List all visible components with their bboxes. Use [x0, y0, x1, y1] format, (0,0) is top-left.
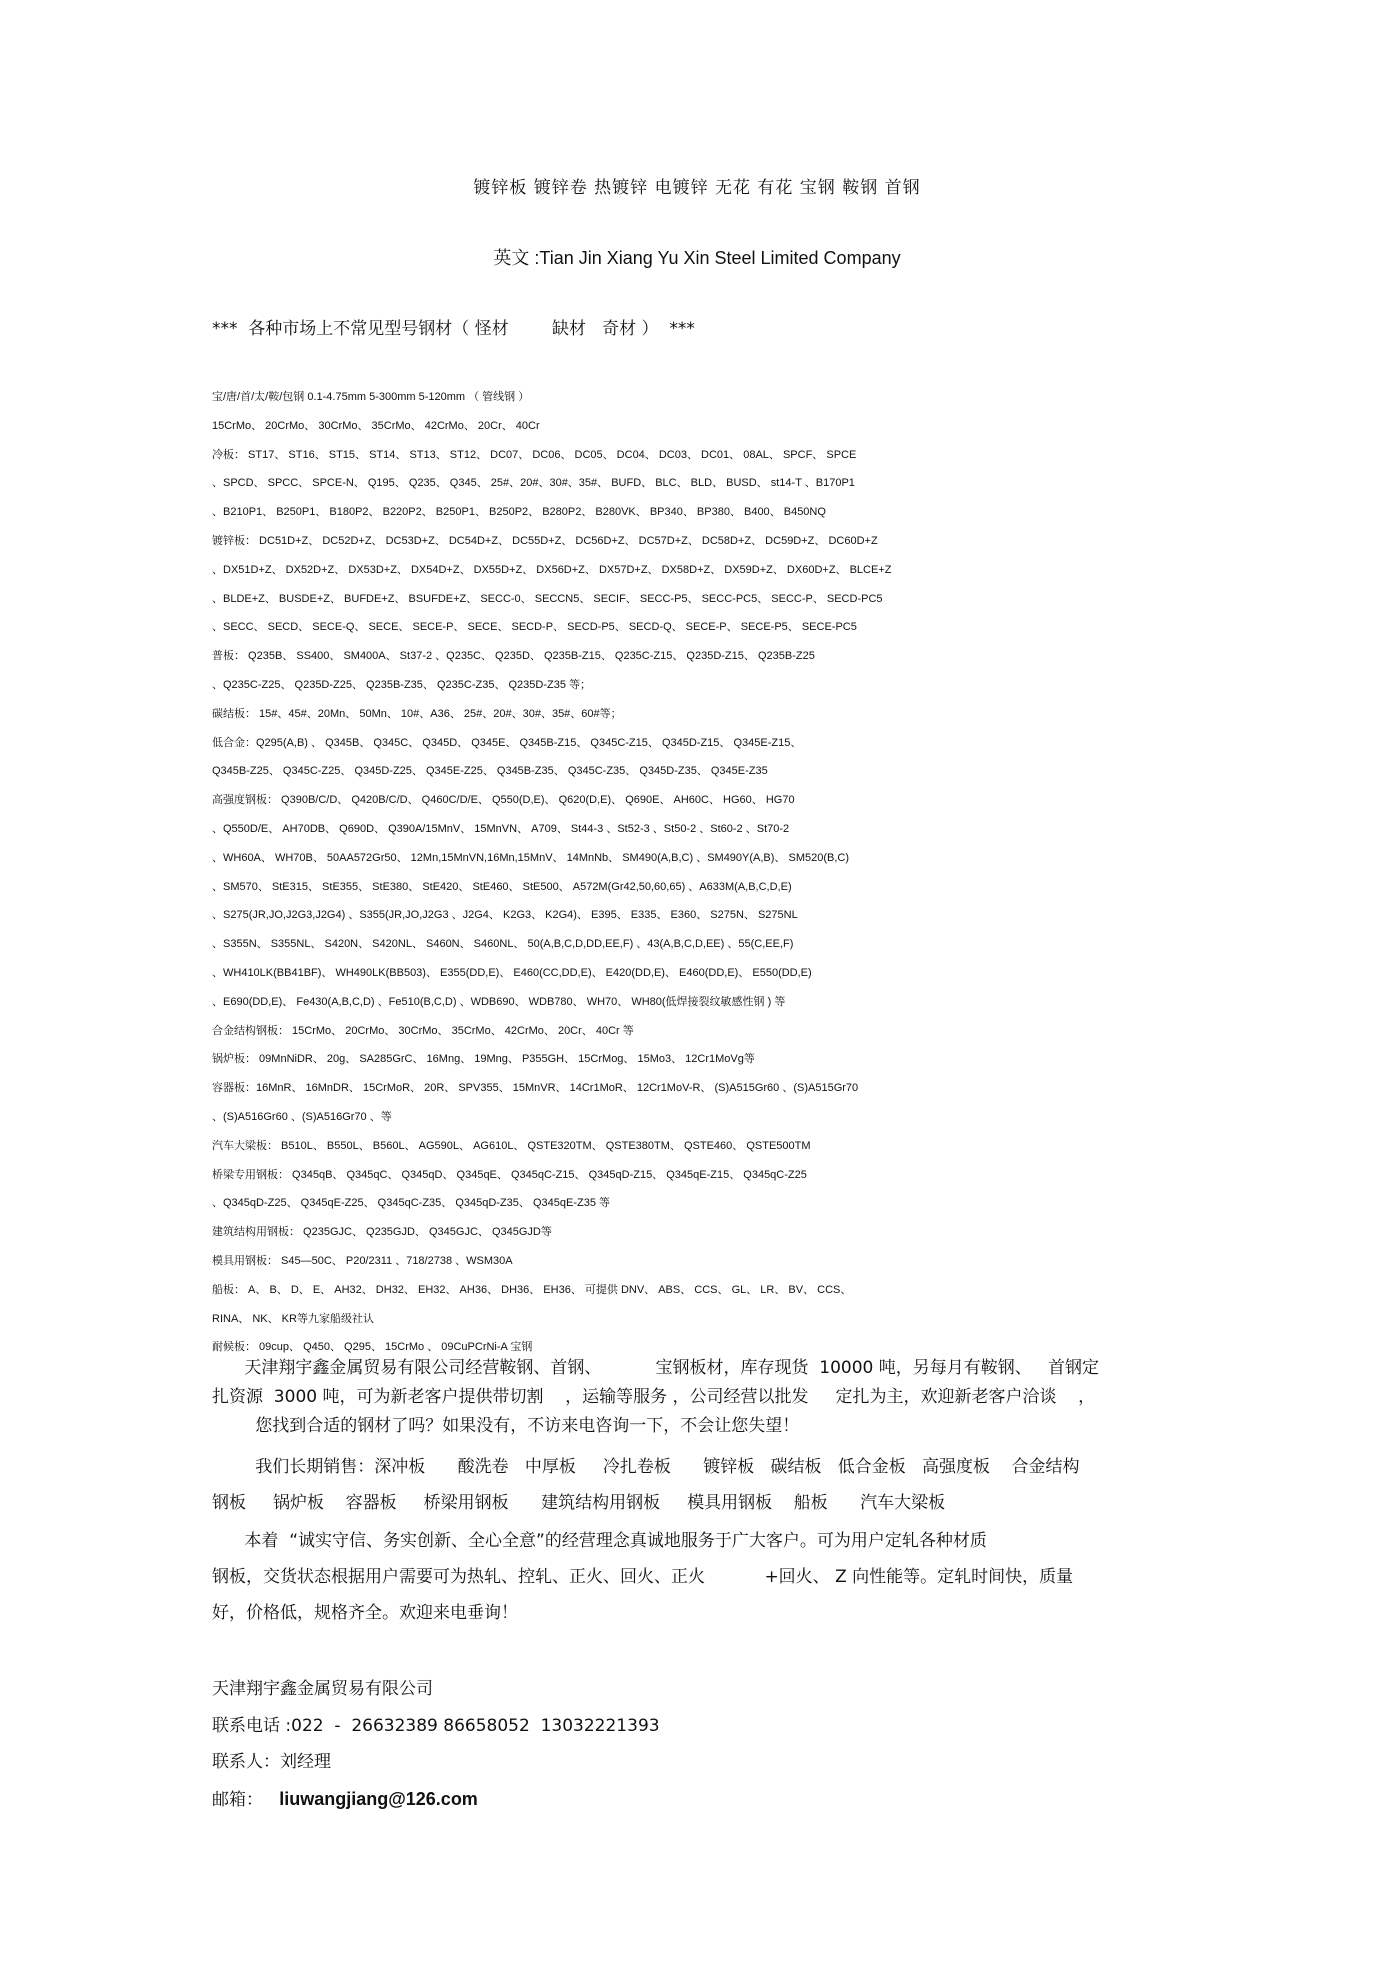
spec-line: 、Q345qD-Z25、 Q345qE-Z25、 Q345qC-Z35、 Q345qD-Z35、 Q345qE-Z35 等: [212, 1197, 611, 1210]
spec-line: 、E690(DD,E)、 Fe430(A,B,C,D) 、Fe510(B,C,D) 、WDB690、 WDB780、 WH70、 WH80(低焊接裂纹敏感性钢 ) 等: [212, 995, 786, 1008]
spec-line: 冷板： ST17、 ST16、 ST15、 ST14、 ST13、 ST12、 DC07、 DC06、 DC05、 DC04、 DC03、 DC01、 08AL、 SPCF、 SPCE: [212, 448, 857, 461]
intro-line: 扎资源 3000 吨，可为新老客户提供带切割 ，运输等服务 ，公司经营以批发 定扎为主，欢迎新老客户洽谈 ，: [212, 1387, 1096, 1407]
business-philosophy: [212, 1523, 1212, 1631]
spec-line: 合金结构钢板： 15CrMo、 20CrMo、 30CrMo、 35CrMo、 42CrMo、 20Cr、 40Cr 等: [212, 1024, 634, 1037]
spec-line: 耐候板： 09cup、 Q450、 Q295、 15CrMo 、 09CuPCrNi-A 宝钢: [212, 1341, 533, 1354]
spec-line: 模具用钢板： S45—50C、 P20/2311 、718/2738 、WSM30A: [212, 1254, 513, 1267]
contact-phone: 联系电话 :022 - 26632389 86658052 13032221393: [212, 1715, 660, 1736]
intro-line: 天津翔宇鑫金属贸易有限公司经营鞍钢、首钢、 宝钢板材，库存现货 10000 吨，另每月有鞍钢、 首钢定: [212, 1358, 1099, 1378]
contact-company: 天津翔宇鑫金属贸易有限公司: [212, 1679, 433, 1699]
spec-line: 、S355N、 S355NL、 S420N、 S420NL、 S460N、 S460NL、 50(A,B,C,D,DD,EE,F) 、43(A,B,C,D,EE) 、55(C,EE,F): [212, 938, 794, 951]
english-company-name: 英文 :Tian Jin Xiang Yu Xin Steel Limited Company: [493, 248, 901, 268]
contact-person: 联系人：刘经理: [212, 1752, 331, 1773]
spec-line: 容器板：16MnR、 16MnDR、 15CrMoR、 20R、 SPV355、 15MnVR、 14Cr1MoR、 12Cr1MoV-R、 (S)A515Gr60 、(S)A515Gr70: [212, 1082, 859, 1095]
spec-line: 低合金：Q295(A,B) 、 Q345B、 Q345C、 Q345D、 Q345E、 Q345B-Z15、 Q345C-Z15、 Q345D-Z15、 Q345E-Z15、: [212, 736, 802, 749]
contact-email-row: [212, 1781, 1012, 1819]
long-term-sales: [212, 1449, 1212, 1521]
company-intro: [212, 1354, 1212, 1441]
spec-line: Q345B-Z25、 Q345C-Z25、 Q345D-Z25、 Q345E-Z25、 Q345B-Z35、 Q345C-Z35、 Q345D-Z35、 Q345E-Z35: [212, 765, 768, 778]
spec-line: RINA、 NK、 KR等九家船级社认: [212, 1312, 374, 1325]
mission-line: 钢板，交货状态根据用户需要可为热轧、控轧、正火、回火、正火 +回火、 Z 向性能等。定轧时间快，质量: [212, 1567, 1074, 1587]
rare-steel-notice: *** 各种市场上不常见型号钢材（ 怪材 缺材 奇材 ） ***: [212, 319, 695, 339]
mission-line: 好，价格低，规格齐全。欢迎来电垂询！: [212, 1603, 518, 1623]
spec-line: 宝/唐/首/太/鞍/包钢 0.1-4.75mm 5-300mm 5-120mm （ 管线钢 ）: [212, 391, 530, 403]
spec-line: 锅炉板： 09MnNiDR、 20g、 SA285GrC、 16Mng、 19Mng、 P355GH、 15CrMog、 15Mo3、 12Cr1MoVg等: [212, 1053, 755, 1066]
sales-line: 我们长期销售：深冲板 酸洗卷 中厚板 冷扎卷板 镀锌板 碳结板 低合金板 高强度板 合金结构: [212, 1457, 1080, 1477]
spec-list: [212, 383, 1212, 1362]
spec-line: 、B210P1、 B250P1、 B180P2、 B220P2、 B250P1、 B250P2、 B280P2、 B280VK、 BP340、 BP380、 B400、 B450NQ: [212, 506, 826, 519]
spec-line: 镀锌板： DC51D+Z、 DC52D+Z、 DC53D+Z、 DC54D+Z、 DC55D+Z、 DC56D+Z、 DC57D+Z、 DC58D+Z、 DC59D+Z、 DC60D+Z: [212, 534, 878, 547]
contact-block: [212, 1671, 1012, 1818]
spec-line: 桥梁专用钢板： Q345qB、 Q345qC、 Q345qD、 Q345qE、 Q345qC-Z15、 Q345qD-Z15、 Q345qE-Z15、 Q345qC-Z25: [212, 1168, 807, 1181]
spec-line: 高强度钢板： Q390B/C/D、 Q420B/C/D、 Q460C/D/E、 Q550(D,E)、 Q620(D,E)、 Q690E、 AH60C、 HG60、 HG70: [212, 794, 795, 807]
sales-line: 钢板 锅炉板 容器板 桥梁用钢板 建筑结构用钢板 模具用钢板 船板 汽车大梁板: [212, 1493, 946, 1513]
spec-line: 普板： Q235B、 SS400、 SM400A、 St37-2 、Q235C、 Q235D、 Q235B-Z15、 Q235C-Z15、 Q235D-Z15、 Q235B-Z25: [212, 650, 815, 663]
spec-line: 、SPCD、 SPCC、 SPCE-N、 Q195、 Q235、 Q345、 25#、20#、30#、35#、 BUFD、 BLC、 BLD、 BUSD、 st14-T 、B170P1: [212, 477, 855, 490]
spec-line: 、Q550D/E、 AH70DB、 Q690D、 Q390A/15MnV、 15MnVN、 A709、 St44-3 、St52-3 、St50-2 、St60-2 、St70-2: [212, 822, 790, 835]
spec-line: 、(S)A516Gr60 、(S)A516Gr70 、等: [212, 1110, 392, 1123]
spec-line: 、SECC、 SECD、 SECE-Q、 SECE、 SECE-P、 SECE、 SECD-P、 SECD-P5、 SECD-Q、 SECE-P、 SECE-P5、 SECE-PC5: [212, 621, 857, 634]
spec-line: 碳结板： 15#、45#、20Mn、 50Mn、 10#、A36、 25#、20#、30#、35#、60#等；: [212, 707, 622, 720]
email-label: 邮箱：: [212, 1789, 280, 1810]
spec-line: 、SM570、 StE315、 StE355、 StE380、 StE420、 StE460、 StE500、 A572M(Gr42,50,60,65) 、A633M(A,B,C,D,E): [212, 880, 792, 893]
spec-line: 汽车大梁板： B510L、 B550L、 B560L、 AG590L、 AG610L、 QSTE320TM、 QSTE380TM、 QSTE460、 QSTE500TM: [212, 1139, 811, 1152]
mission-line: 本着 “诚实守信、务实创新、全心全意”的经营理念真诚地服务于广大客户。可为用户定轧各种材质: [212, 1531, 987, 1551]
email-link[interactable]: liuwangjiang@126.com: [279, 1788, 478, 1809]
spec-line: 、Q235C-Z25、 Q235D-Z25、 Q235B-Z35、 Q235C-Z35、 Q235D-Z35 等；: [212, 678, 592, 691]
spec-line: 、S275(JR,JO,J2G3,J2G4) 、S355(JR,JO,J2G3 、J2G4、 K2G3、 K2G4)、 E395、 E335、 E360、 S275N、 S275NL: [212, 909, 798, 922]
spec-line: 、BLDE+Z、 BUSDE+Z、 BUFDE+Z、 BSUFDE+Z、 SECC-0、 SECCN5、 SECIF、 SECC-P5、 SECC-PC5、 SECC-P、 SECD-PC5: [212, 592, 883, 605]
spec-line: 船板： A、 B、 D、 E、 AH32、 DH32、 EH32、 AH36、 DH36、 EH36、 可提供 DNV、 ABS、 CCS、 GL、 LR、 BV、 CCS、: [212, 1283, 852, 1296]
spec-line: 、WH60A、 WH70B、 50AA572Gr50、 12Mn,15MnVN,16Mn,15MnV、 14MnNb、 SM490(A,B,C) 、SM490Y(A,B)、 SM520(B,C): [212, 851, 850, 864]
intro-line: 您找到合适的钢材了吗？如果没有，不访来电咨询一下，不会让您失望！: [212, 1416, 800, 1436]
products-heading: 镀锌板 镀锌卷 热镀锌 电镀锌 无花 有花 宝钢 鞍钢 首钢: [473, 178, 921, 198]
spec-line: 、DX51D+Z、 DX52D+Z、 DX53D+Z、 DX54D+Z、 DX55D+Z、 DX56D+Z、 DX57D+Z、 DX58D+Z、 DX59D+Z、 DX60D+Z、 BLCE+Z: [212, 563, 892, 576]
spec-line: 、WH410LK(BB41BF)、 WH490LK(BB503)、 E355(DD,E)、 E460(CC,DD,E)、 E420(DD,E)、 E460(DD,E)、 E550(DD,E): [212, 966, 812, 979]
spec-line: 建筑结构用钢板： Q235GJC、 Q235GJD、 Q345GJC、 Q345GJD等: [212, 1226, 552, 1239]
spec-line: 15CrMo、 20CrMo、 30CrMo、 35CrMo、 42CrMo、 20Cr、 40Cr: [212, 419, 540, 432]
